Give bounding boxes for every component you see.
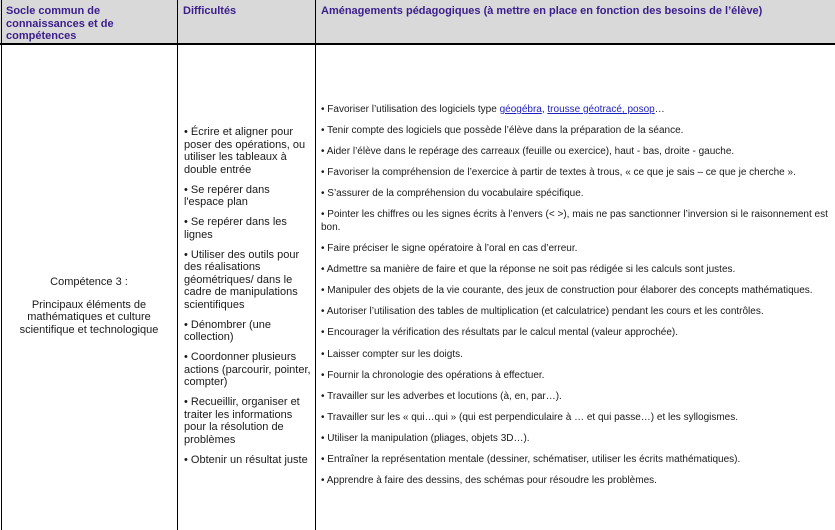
amenagement-prefix: • Favoriser l’utilisation des logiciels type — [321, 104, 500, 115]
amenagement-item: • Encourager la vérification des résultats par le calcul mental (valeur approchée). — [321, 327, 679, 339]
difficultes-list — [184, 126, 312, 474]
amenagement-item: • Aider l’élève dans le repérage des carreaux (feuille ou exercice), haut - bas, droite - gauche. — [321, 146, 735, 158]
link-separator: , — [541, 104, 548, 115]
difficulty-item: • Obtenir un résultat juste — [184, 453, 308, 466]
amenagement-item: • Fournir la chronologie des opérations à effectuer. — [321, 369, 545, 381]
difficulty-item: • Coordonner plusieurs actions (parcourir, pointer, compter) — [184, 351, 311, 388]
competence-title: Compétence 3 : — [50, 276, 128, 288]
difficulty-item: • Se repérer dans l'espace plan — [184, 183, 270, 208]
competence-description: Principaux éléments de mathématiques et culture scientifique et technologique — [19, 298, 159, 336]
header-cell-socle — [0, 0, 177, 45]
amenagement-suffix: … — [654, 104, 665, 115]
amenagement-item-logiciels — [321, 104, 833, 117]
header-socle: Socle commun de connaissances et de compétences — [6, 5, 114, 42]
header-cell-amenagements — [315, 0, 835, 45]
column-divider-2 — [315, 0, 316, 530]
header-cell-difficultes — [177, 0, 315, 45]
amenagement-item: • Manipuler des objets de la vie courante, des jeux de construction pour élaborer des concepts mathématiques. — [321, 285, 813, 297]
difficulty-item: • Utiliser des outils pour des réalisations géométriques/ dans le cadre de manipulations scientifiques — [184, 248, 300, 311]
link-trousse-geotrace-posop[interactable]: trousse géotracé, posop — [547, 104, 655, 115]
amenagement-item: • Entraîner la représentation mentale (dessiner, schématiser, utiliser les écrits mathématiques). — [321, 454, 741, 465]
difficulty-item: • Recueillir, organiser et traiter les informations pour la résolution de problèmes — [184, 396, 300, 446]
amenagement-item: • S’assurer de la compréhension du vocabulaire spécifique. — [321, 188, 584, 200]
difficulty-item: • Dénombrer (une collection) — [184, 318, 272, 343]
link-geogebra[interactable]: géogébra — [499, 104, 542, 115]
difficulty-item: • Se repérer dans les lignes — [184, 216, 287, 241]
amenagement-item: • Admettre sa manière de faire et que la réponse ne soit pas rédigée si les calculs sont justes. — [321, 264, 736, 276]
amenagement-item: • Faire préciser le signe opératoire à l’oral en cas d’erreur. — [321, 243, 578, 255]
amenagement-item: • Apprendre à faire des dessins, des schémas pour résoudre les problèmes. — [321, 475, 657, 487]
competence-cell — [2, 276, 176, 346]
amenagements-list — [321, 104, 833, 496]
amenagement-item: • Pointer les chiffres ou les signes écrits à l’envers (< >), mais ne pas sanctionner l’inversion si le raisonnement est bon. — [321, 209, 828, 233]
header-amenagements: Aménagements pédagogiques (à mettre en place en fonction des besoins de l’élève) — [321, 5, 763, 17]
amenagement-item: • Tenir compte des logiciels que possède l’élève dans la préparation de la séance. — [321, 125, 684, 137]
amenagement-item: • Favoriser la compréhension de l’exercice à partir de textes à trous, « ce que je sais – ce que je cherche ». — [321, 167, 796, 179]
amenagement-item: • Utiliser la manipulation (pliages, objets 3D…). — [321, 432, 530, 444]
column-divider-1 — [177, 0, 178, 530]
amenagement-item: • Travailler sur les adverbes et locutions (à, en, par…). — [321, 390, 562, 402]
amenagement-item: • Autoriser l’utilisation des tables de multiplication (et calculatrice) pendant les cours et les contrôles. — [321, 306, 764, 318]
difficulty-item: • Écrire et aligner pour poser des opérations, ou utiliser les tableaux à double entrée — [184, 126, 306, 176]
amenagement-item: • Travailler sur les « qui…qui » (qui est perpendiculaire à … et qui passe…) et les syllogismes. — [321, 411, 739, 423]
amenagement-item: • Laisser compter sur les doigts. — [321, 348, 463, 360]
header-difficultes: Difficultés — [183, 5, 237, 17]
table-border-left — [1, 0, 2, 530]
